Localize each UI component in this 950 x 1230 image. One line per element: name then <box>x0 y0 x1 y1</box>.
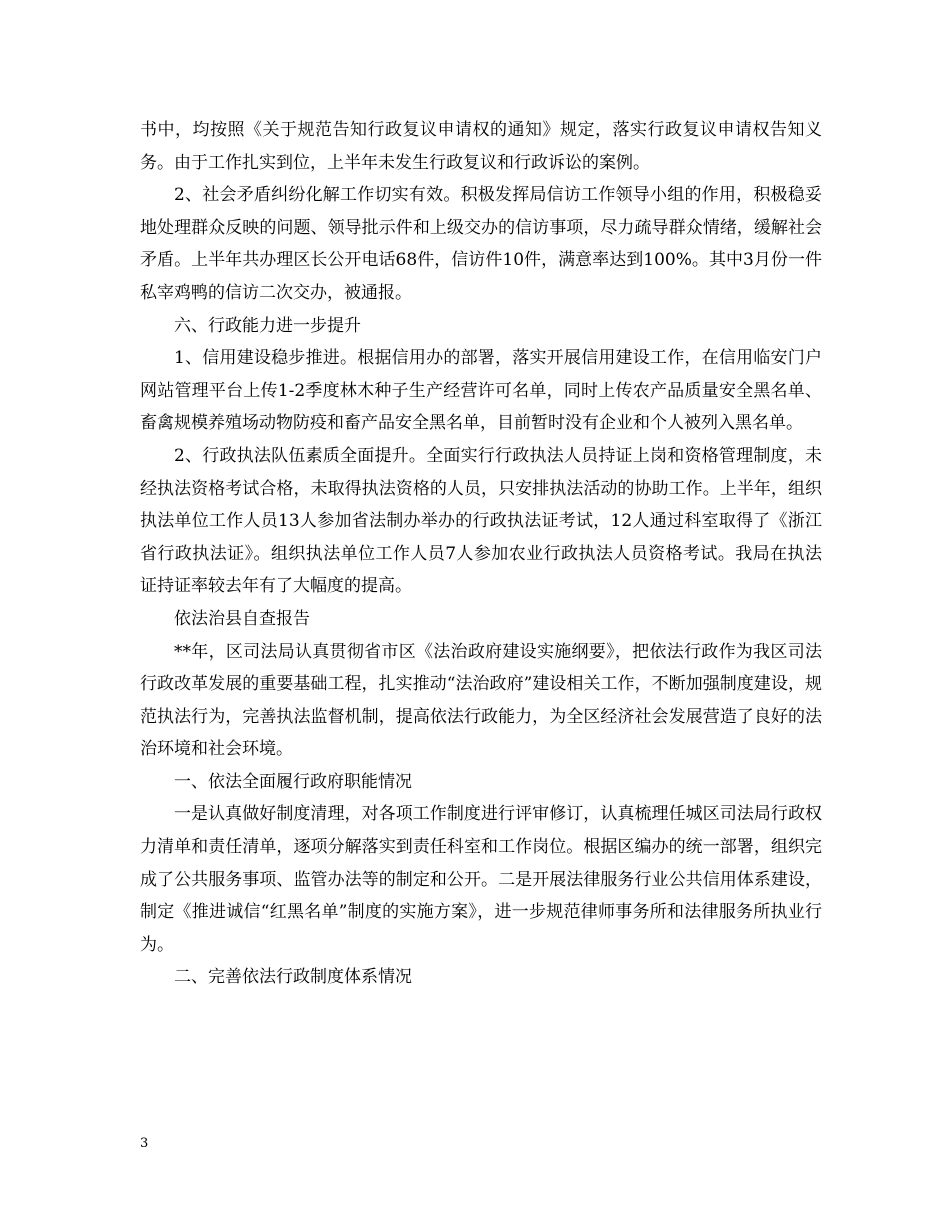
paragraph-dispute-resolution: 2、社会矛盾纠纷化解工作切实有效。积极发挥局信访工作领导小组的作用，积极稳妥地处理群众反映的问题、领导批示件和上级交办的信访事项，尽力疏导群众情绪，缓解社会矛盾。上半年共办理区长公开电话68件，信访件10件，满意率达到100%。其中3月份一件私宰鸡鸭的信访二次交办，被通报。 <box>140 185 822 303</box>
paragraph-system-cleanup: 一是认真做好制度清理，对各项工作制度进行评审修订，认真梳理任城区司法局行政权力清单和责任清单，逐项分解落实到责任科室和工作岗位。根据区编办的统一部署，组织完成了公共服务事项、监管办法等的制定和公开。二是开展法律服务行业公共信用体系建设，制定《推进诚信“红黑名单”制度的实施方案》，进一步规范律师事务所和法律服务所执业行为。 <box>140 804 822 955</box>
paragraph-continuation: 书中，均按照《关于规范告知行政复议申请权的通知》规定，落实行政复议申请权告知义务。由于工作扎实到位，上半年未发生行政复议和行政诉讼的案例。 <box>140 120 822 173</box>
paragraph-report-intro: **年，区司法局认真贯彻省市区《法治政府建设实施纲要》，把依法行政作为我区司法行政改革发展的重要基础工程，扎实推动“法治政府”建设相关工作，不断加强制度建设，规范执法行为，完善执法监督机制，提高依法行政能力，为全区经济社会发展营造了良好的法治环境和社会环境。 <box>140 641 822 760</box>
report-title: 依法治县自查报告 <box>174 608 310 629</box>
paragraph-credit-building: 1、信用建设稳步推进。根据信用办的部署，落实开展信用建设工作，在信用临安门户网站管理平台上传1-2季度林木种子生产经营许可名单，同时上传农产品质量安全黑名单、畜禽规模养殖场动物防疫和畜产品安全黑名单，目前暂时没有企业和个人被列入黑名单。 <box>140 348 822 434</box>
document-body <box>140 114 822 994</box>
section-heading-administrative-capacity: 六、行政能力进一步提升 <box>174 315 361 336</box>
paragraph-enforcement-team: 2、行政执法队伍素质全面提升。全面实行行政执法人员持证上岗和资格管理制度，未经执法资格考试合格，未取得执法资格的人员，只安排执法活动的协助工作。上半年，组织执法单位工作人员13人参加省法制办举办的行政执法证考试，12人通过科室取得了《浙江省行政执法证》。组织执法单位工作人员7人参加农业行政执法人员资格考试。我局在执法证持证率较去年有了大幅度的提高。 <box>140 445 822 597</box>
section-heading-government-functions: 一、依法全面履行政府职能情况 <box>174 771 412 792</box>
section-heading-institutional-system: 二、完善依法行政制度体系情况 <box>174 967 412 988</box>
page-number: 3 <box>140 1136 149 1151</box>
